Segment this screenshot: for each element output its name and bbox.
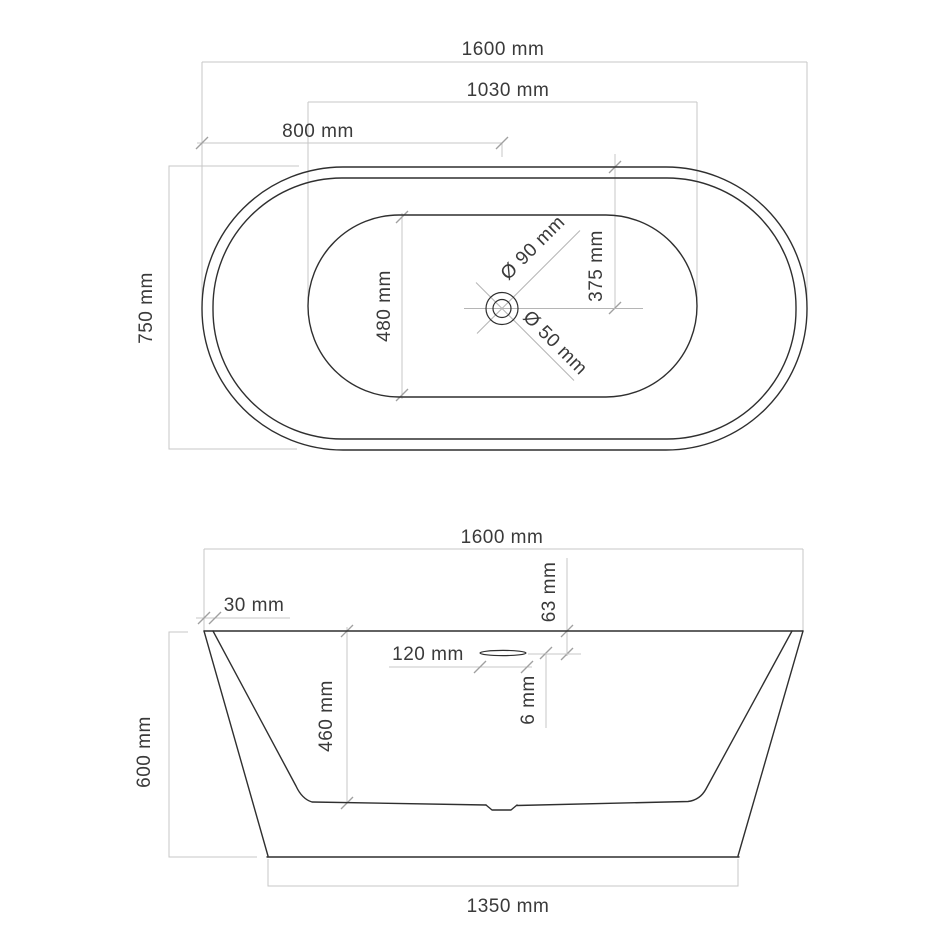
label-overall-height: 600 mm — [134, 716, 155, 788]
tub-drain-recess — [486, 805, 517, 810]
label-overflow-length: 120 mm — [392, 644, 464, 665]
dim-bracket-overall-width — [169, 166, 299, 449]
label-inner-depth: 460 mm — [316, 680, 337, 752]
overflow-slot — [480, 650, 526, 655]
label-top-overall-width: 750 mm — [136, 272, 157, 344]
label-top-basin-width: 480 mm — [374, 270, 395, 342]
tub-outer-wall-right — [738, 631, 803, 856]
label-side-overall-length: 1600 mm — [460, 527, 544, 548]
dim-line-drain-offset — [197, 143, 502, 157]
label-overflow-below-rim: 63 mm — [539, 561, 560, 623]
top-view — [136, 39, 807, 450]
tub-outer-wall-left — [204, 631, 268, 856]
label-overflow-height: 6 mm — [518, 675, 539, 725]
dim-bracket-overall-height — [169, 632, 257, 857]
tub-inner-wall-right — [517, 631, 792, 806]
label-base-length: 1350 mm — [466, 896, 550, 917]
top-view-labels — [136, 39, 607, 379]
label-top-overall-length: 1600 mm — [461, 39, 545, 60]
tub-basin-oval — [308, 215, 697, 397]
label-top-drain-offset: 800 mm — [282, 121, 354, 142]
side-view-tub-outline — [204, 631, 803, 857]
side-view — [134, 527, 803, 917]
label-drain-outer-diameter: Ø 90 mm — [496, 211, 570, 285]
dim-bracket-base-length — [268, 859, 738, 886]
top-view-dimension-lines — [169, 62, 807, 449]
label-top-drain-from-top: 375 mm — [586, 230, 607, 302]
label-drain-hole-diameter: Ø 50 mm — [518, 306, 592, 380]
label-top-basin-length: 1030 mm — [466, 80, 550, 101]
label-rim-thickness: 30 mm — [223, 595, 285, 616]
